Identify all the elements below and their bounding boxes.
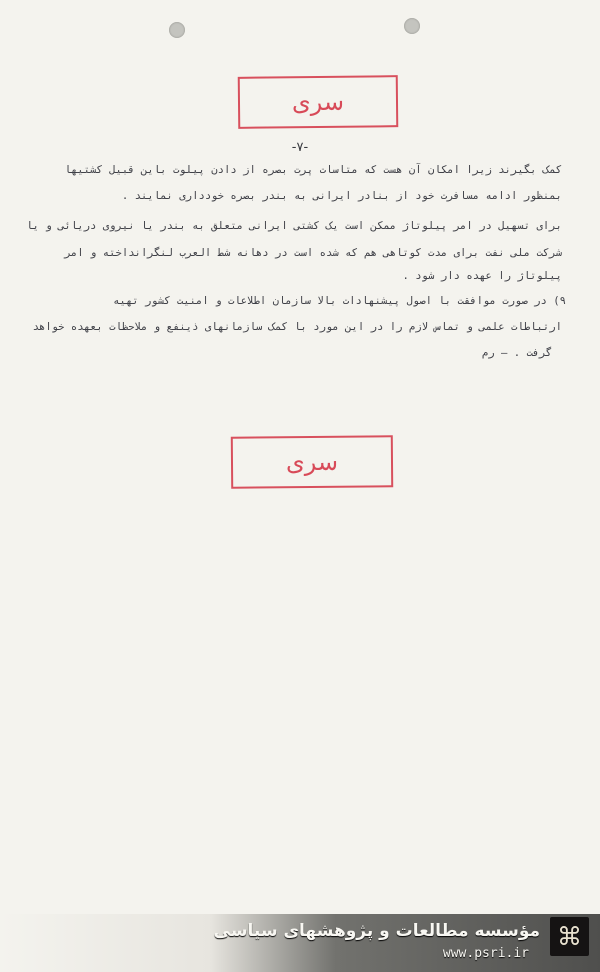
body-line-3: برای تسهیل در امر پیلوتاژ ممکن است یک کشتی ایرانی متعلق به بندر یا نیروی دریائی و یا [26, 220, 562, 232]
body-line-4: شرکت ملی نفت برای مدت کوتاهی هم که شده است در دهانه شط العرب لنگرانداخته و امر [64, 247, 562, 259]
secret-stamp-bottom-text: سری [285, 447, 339, 477]
body-line-5: پیلوتاژ را عهده دار شود . [402, 270, 562, 282]
secret-stamp-bottom [231, 435, 393, 488]
secret-stamp-top-text: سری [291, 87, 345, 117]
psri-logo-icon [550, 917, 589, 956]
punch-hole-left [169, 22, 185, 38]
secret-stamp-top [238, 75, 399, 129]
body-line-1: کمک بگیرند زیرا امکان آن هست که متاسات پرت بصره از دادن پیلوت باین قبیل کشتیها [64, 164, 562, 176]
website-url: www.psri.ir [442, 946, 529, 961]
page-number: -۷- [291, 140, 309, 155]
institute-name: مؤسسه مطالعات و پژوهشهای سیاسی [213, 921, 540, 941]
body-line-7: ارتباطات علمی و تماس لازم را در این مورد با کمک سازمانهای ذینفع و ملاحظات بعهده خواهد [32, 321, 562, 333]
punch-hole-right [404, 18, 420, 34]
body-line-8: گرفت . — رم [481, 347, 552, 359]
psri-logo-mark-icon: ⌘ [557, 922, 582, 951]
body-line-2: بمنظور ادامه مسافرت خود از بنادر ایرانی به بندر بصره خودداری نمایند . [121, 190, 562, 202]
body-line-6: ۹) در صورت موافقت با اصول پیشنهادات بالا سازمان اطلاعات و امنیت کشور تهیه [113, 295, 566, 307]
